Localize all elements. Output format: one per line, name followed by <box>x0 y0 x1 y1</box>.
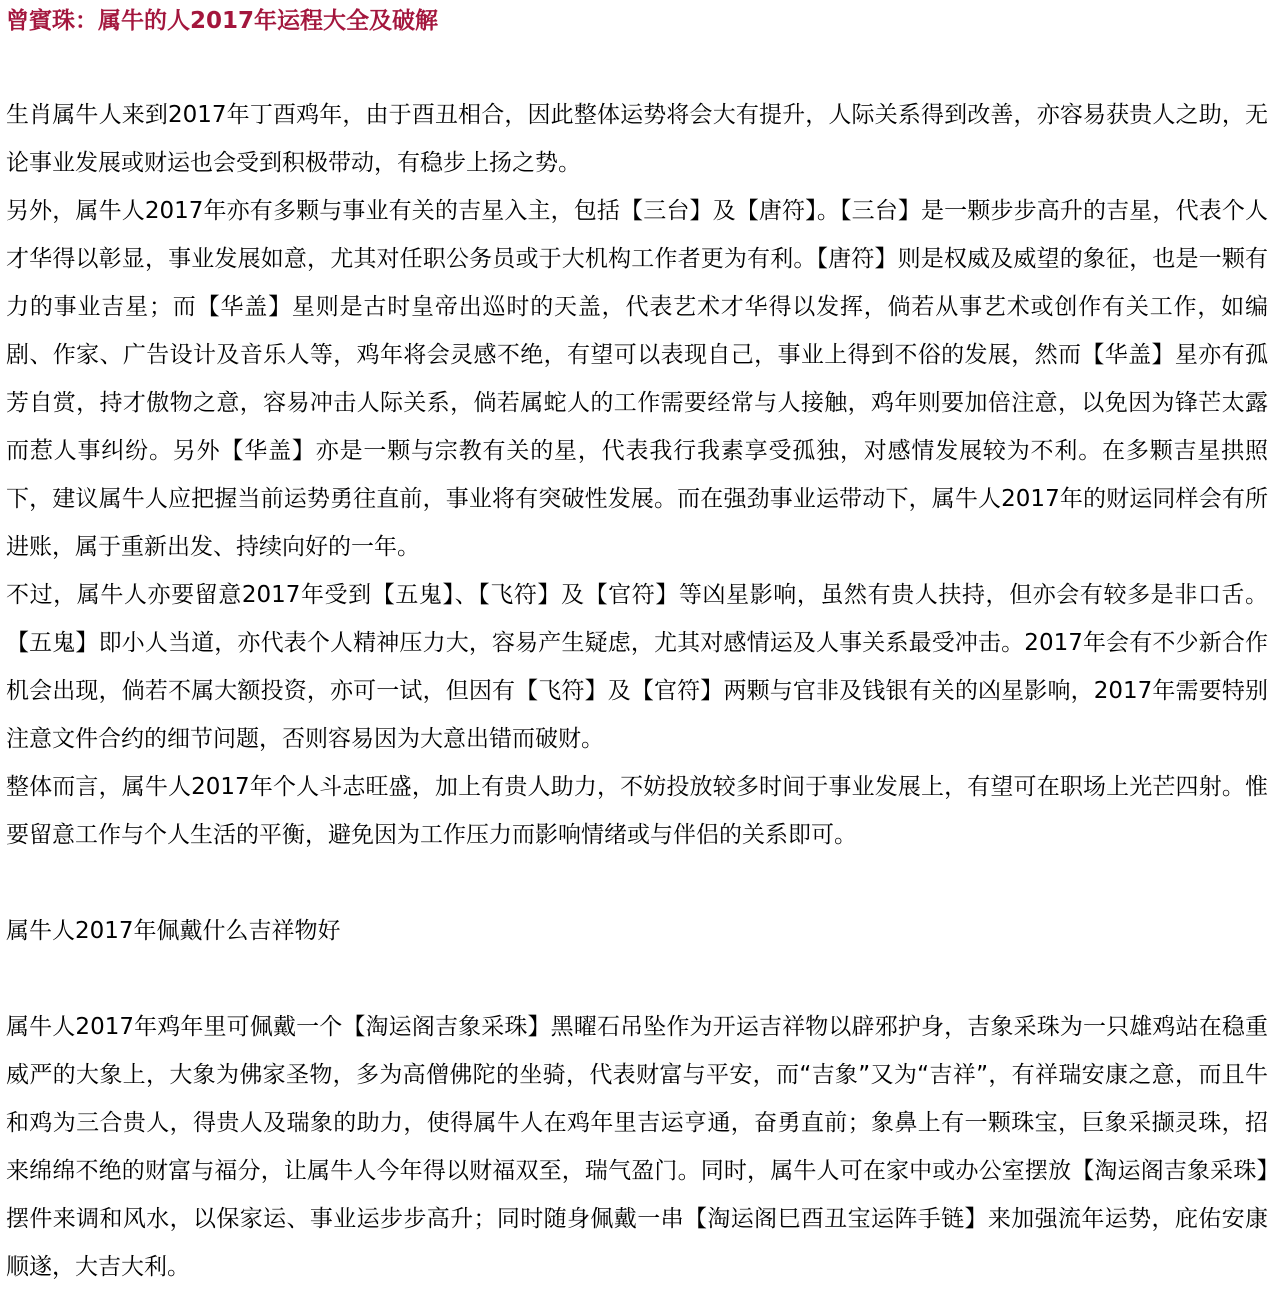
paragraph-summary: 整体而言，属牛人2017年个人斗志旺盛，加上有贵人助力，不妨投放较多时间于事业发展上，有望可在职场上光芒四射。惟要留意工作与个人生活的平衡，避免因为工作压力而影响情绪或与伴侣的关系即可。 <box>6 774 1268 848</box>
article-title: 曾賓珠：属牛的人2017年运程大全及破解 <box>6 8 439 34</box>
paragraph-lucky-stars: 另外，属牛人2017年亦有多颗与事业有关的吉星入主，包括【三台】及【唐符】。【三台】是一颗步步高升的吉星，代表个人才华得以彰显，事业发展如意，尤其对任职公务员或于大机构工作者更为有利。【唐符】则是权威及威望的象征，也是一颗有力的事业吉星；而【华盖】星则是古时皇帝出巡时的天盖，代表艺术才华得以发挥，倘若从事艺术或创作有关工作，如编剧、作家、广告设计及音乐人等，鸡年将会灵感不绝，有望可以表现自己，事业上得到不俗的发展，然而【华盖】星亦有孤芳自赏，持才傲物之意，容易冲击人际关系，倘若属蛇人的工作需要经常与人接触，鸡年则要加倍注意，以免因为锋芒太露而惹人事纠纷。另外【华盖】亦是一颗与宗教有关的星，代表我行我素享受孤独，对感情发展较为不利。在多颗吉星拱照下，建议属牛人应把握当前运势勇往直前，事业将有突破性发展。而在强劲事业运带动下，属牛人2017年的财运同样会有所进账，属于重新出发、持续向好的一年。 <box>6 198 1268 560</box>
paragraph-mascot: 属牛人2017年鸡年里可佩戴一个【淘运阁吉象采珠】黑曜石吊坠作为开运吉祥物以辟邪护身，吉象采珠为一只雄鸡站在稳重威严的大象上，大象为佛家圣物，多为高僧佛陀的坐骑，代表财富与平安，而“吉象”又为“吉祥”，有祥瑞安康之意，而且牛和鸡为三合贵人，得贵人及瑞象的助力，使得属牛人在鸡年里吉运亨通，奋勇直前；象鼻上有一颗珠宝，巨象采撷灵珠，招来绵绵不绝的财富与福分，让属牛人今年得以财福双至，瑞气盈门。同时，属牛人可在家中或办公室摆放【淘运阁吉象采珠】摆件来调和风水，以保家运、事业运步步高升；同时随身佩戴一串【淘运阁巳酉丑宝运阵手链】来加强流年运势，庇佑安康顺遂，大吉大利。 <box>6 1014 1268 1280</box>
paragraph-unlucky-stars: 不过，属牛人亦要留意2017年受到【五鬼】、【飞符】及【官符】等凶星影响，虽然有贵人扶持，但亦会有较多是非口舌。【五鬼】即小人当道，亦代表个人精神压力大，容易产生疑虑，尤其对感情运及人事关系最受冲击。2017年会有不少新合作机会出现，倘若不属大额投资，亦可一试，但因有【飞符】及【官符】两颗与官非及钱银有关的凶星影响，2017年需要特别注意文件合约的细节问题，否则容易因为大意出错而破财。 <box>6 582 1268 752</box>
section-subheading: 属牛人2017年佩戴什么吉祥物好 <box>6 918 341 944</box>
paragraph-intro: 生肖属牛人来到2017年丁酉鸡年，由于酉丑相合，因此整体运势将会大有提升，人际关系得到改善，亦容易获贵人之助，无论事业发展或财运也会受到积极带动，有稳步上扬之势。 <box>6 102 1268 176</box>
